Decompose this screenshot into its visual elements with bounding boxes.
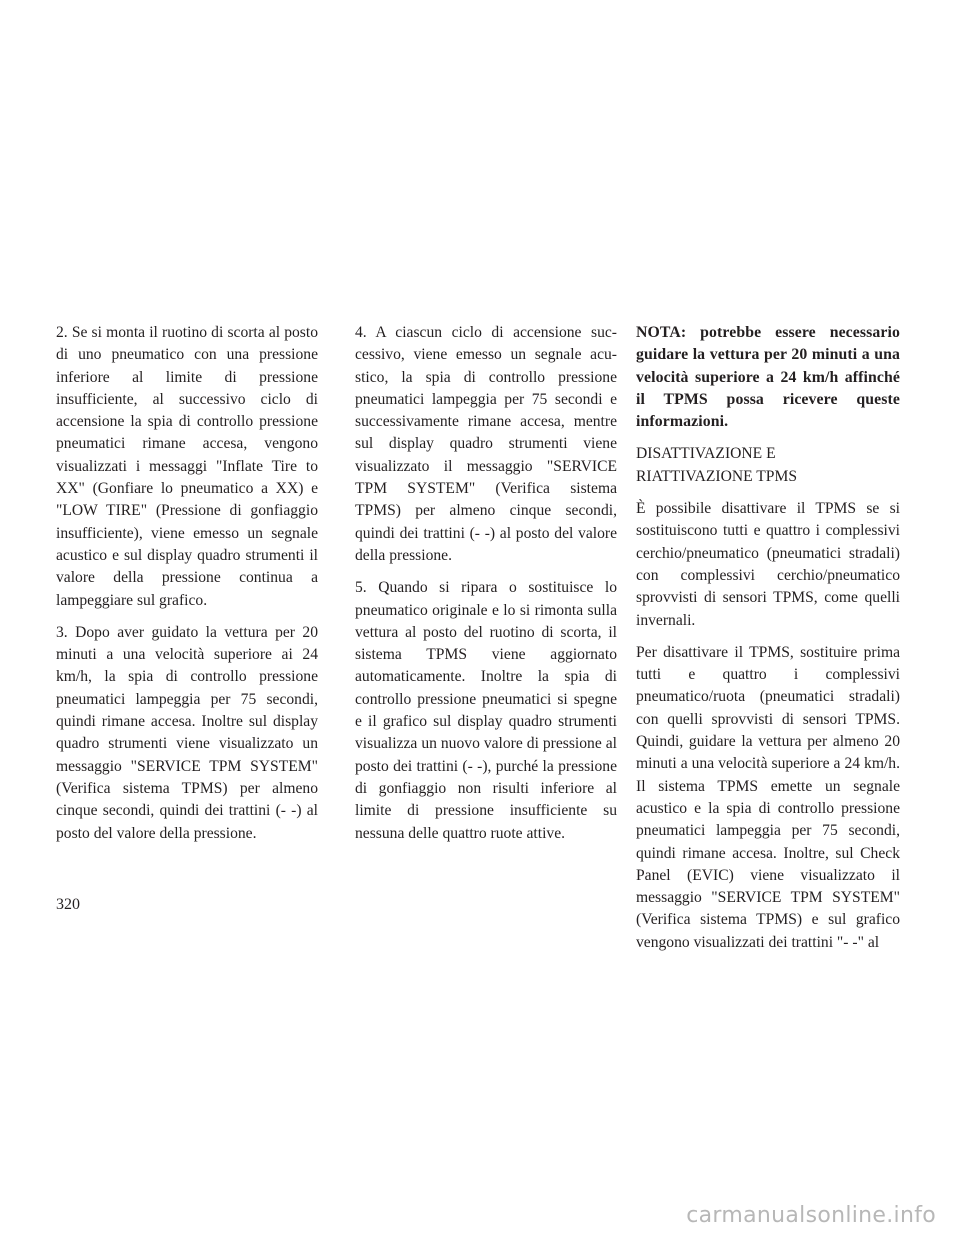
paragraph-step-2: 2. Se si monta il ruotino di scorta al posto di uno pneumatico con una pressione inferiore al limite di pressione insufficiente, al successivo ciclo di accensione la spia di controllo pressione pneumatici rimane accesa, vengono visualizzati i messaggi "Inflate Tire to XX" (Gonfiare lo pneumatico a XX) e "LOW TIRE" (Pressione di gonfiaggio insufficiente), viene emesso un segnale acustico e sul display quadro strumenti il valore della pressione continua a lampeggiare sul grafico. [56,324,318,609]
paragraph-step-4: 4. A ciascun ciclo di accensione successivo, viene emesso un segnale acustico, la spia di controllo pressione pneumatici lampeggia per 75 secondi e successivamente rimane accesa, mentre sul display quadro strumenti viene visualizzato il messaggio "SERVICE TPM SYSTEM" (Verifica sistema TPMS) per almeno cinque secondi, quindi dei trattini (- -) al posto del valore della pressione. [355,324,617,564]
section-heading [636,443,900,488]
paragraph-tpms-intro: È possibile disattivare il TPMS se si sostituiscono tutti e quattro i complessivi cerchio/pneumatico (pneumatici stradali) con complessivi cerchio/pneumatico sprovvisti di sensori TPMS, come quelli invernali. [636,500,900,629]
note-paragraph: NOTA: potrebbe essere necessario guidare la vettura per 20 minuti a una velocità superiore a 24 km/h affinché il TPMS possa ricevere queste informazioni. [636,324,900,431]
paragraph-step-3: 3. Dopo aver guidato la vettura per 20 minuti a una velocità superiore ai 24 km/h, la spia di controllo pressione pneumatici lampeggia per 75 secondi, quindi rimane accesa. Inoltre sul display quadro strumenti viene visualizzato un messaggio "SERVICE TPM SYSTEM" (Verifica sistema TPMS) per almeno cinque secondi, quindi dei trattini (- -) al posto del valore della pressione. [56,623,318,842]
section-heading-line-2: RIATTIVAZIONE TPMS [636,467,797,485]
text-column-right [636,322,900,964]
page-number: 320 [56,896,80,913]
paragraph-tpms-disable: Per disattivare il TPMS, sostituire prima tutti e quattro i complessivi pneumatico/ruota (pneumatici stradali) con quelli sprovvisti di sensori TPMS. Quindi, guidare la vettura per almeno 20 minuti a una velocità superiore a 24 km/h. Il sistema TPMS emette un segnale acustico e la spia di controllo pressione pneumatici lampeggia per 75 secondi, quindi rimane accesa. Inoltre, sul Check Panel (EVIC) viene visualizzato il messaggio "SERVICE TPM SYSTEM" (Verifica sistema TPMS) e sul grafico vengono visualizzati dei trattini "- -" al [636,643,900,951]
section-heading-line-1: DISATTIVAZIONE E [636,445,776,463]
text-column-middle [355,322,617,855]
watermark-text: carmanualsonline.info [686,1203,936,1228]
text-column-left [56,322,318,855]
paragraph-step-5: 5. Quando si ripara o sostituisce lo pneumatico originale e lo si rimonta sulla vettura al posto del ruotino di scorta, il sistema TPMS viene aggiornato automaticamente. Inoltre la spia di controllo pressione pneumatici si spegne e il grafico sul display quadro strumenti visualizza un nuovo valore di pressione al posto dei trattini (- -), purché la pressione di gonfiaggio non risulti inferiore al limite di pressione insufficiente su nessuna delle quattro ruote attive. [355,579,617,842]
